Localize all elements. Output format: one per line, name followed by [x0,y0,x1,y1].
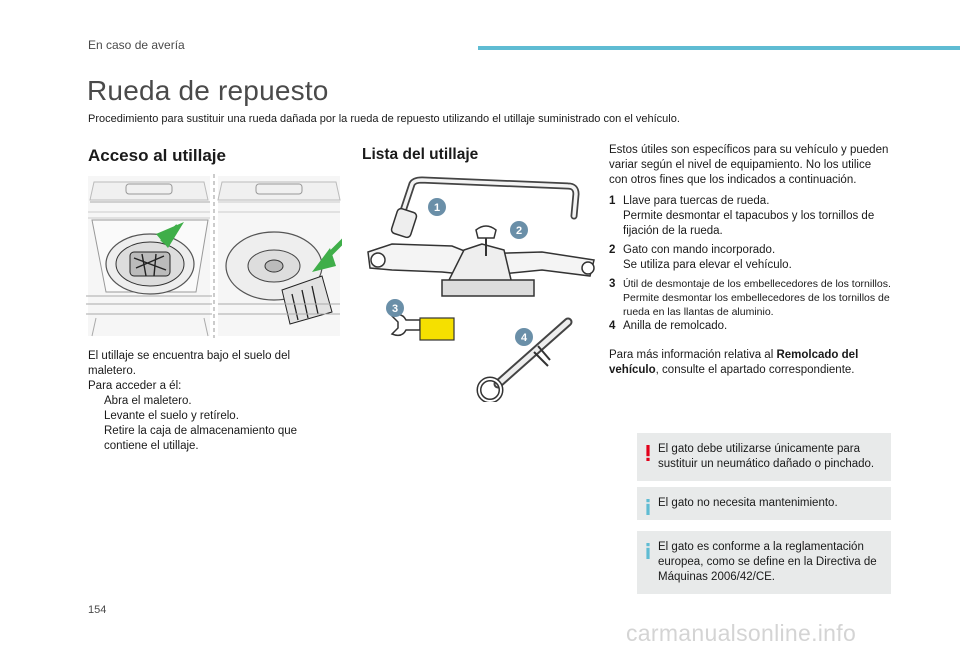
bullet-icon [88,409,104,424]
note-text: El gato es conforme a la reglamentación europea, como se define en la Directiva de Máquinas 2006/42/CE. [658,541,877,583]
callout-badge-4 [515,328,533,346]
tools-heading: Lista del utillaje [362,146,479,163]
trim-removal-tool [392,315,454,340]
item-number: 2 [609,244,616,256]
info-icon [646,497,650,517]
item-title: Anilla de remolcado. [623,320,728,332]
item-detail: Permite desmontar los embellecedores de los tornillos de rueda en las llantas de aluminio. [623,292,890,318]
item-detail: Permite desmontar el tapacubos y los tornillos de fijación de la rueda. [623,210,875,237]
item-number: 4 [609,320,616,332]
callout-badge-1 [428,198,446,216]
info-note [637,531,891,594]
info-icon [646,541,650,561]
note-text: El gato no necesita mantenimiento. [658,497,838,509]
callout-badge-3 [386,299,404,317]
badge-label: 1 [433,202,441,214]
more-info-link-text: Remolcado del vehículo [609,349,859,376]
note-text: El gato debe utilizarse únicamente para sustituir un neumático dañado o pinchado. [658,443,875,470]
access-instruction: Para acceder a él: [88,380,182,392]
bullet-text: Levante el suelo y retírelo. [104,410,239,422]
info-note [637,487,891,520]
callout-badge-2 [510,221,528,239]
bullet-icon [88,394,104,409]
item-number: 1 [609,195,616,207]
item-number: 3 [609,278,616,290]
trunk-left-view [86,176,212,336]
tools-intro: Estos útiles son específicos para su vehículo y pueden variar según el nivel de equipamiento. No los utilice con otros fines que los indicados a continuación. [609,144,889,186]
trunk-right-view [218,176,342,336]
list-item [88,409,334,424]
badge-label: 4 [520,332,528,344]
list-item [88,394,334,409]
page-number: 154 [88,604,107,616]
list-item [609,277,891,319]
list-item [609,319,891,334]
badge-label: 3 [391,303,399,315]
bullet-text: Abra el maletero. [104,395,192,407]
access-heading: Acceso al utillaje [88,146,226,165]
list-item [88,424,334,454]
intro-text: Procedimiento para sustituir una rueda dañada por la rueda de repuesto utilizando el utillaje suministrado con el vehículo. [88,113,680,125]
bullet-icon [88,424,104,454]
item-detail: Se utiliza para elevar el vehículo. [623,259,792,271]
list-item [609,243,891,273]
access-text [88,349,334,454]
warning-note [637,433,891,481]
item-title: Gato con mando incorporado. [623,244,776,256]
badge-label: 2 [515,225,523,237]
section-header: En caso de avería [88,38,185,52]
page-title: Rueda de repuesto [87,75,329,106]
tools-description [609,143,891,378]
trunk-illustration [86,172,342,340]
bullet-text: Retire la caja de almacenamiento que contiene el utillaje. [104,425,298,452]
access-paragraph: El utillaje se encuentra bajo el suelo del maletero. [88,350,291,377]
watermark: carmanualsonline.info [626,620,857,646]
item-title: Útil de desmontaje de los embellecedores de los tornillos. [623,278,891,290]
more-info-prefix: Para más información relativa al [609,349,777,361]
more-info [609,348,891,378]
header-accent-bar [478,46,960,50]
list-item [609,194,891,239]
more-info-suffix: , consulte el apartado correspondiente. [655,364,855,376]
tools-illustration [362,172,602,402]
warning-icon [646,443,650,463]
item-title: Llave para tuercas de rueda. [623,195,770,207]
